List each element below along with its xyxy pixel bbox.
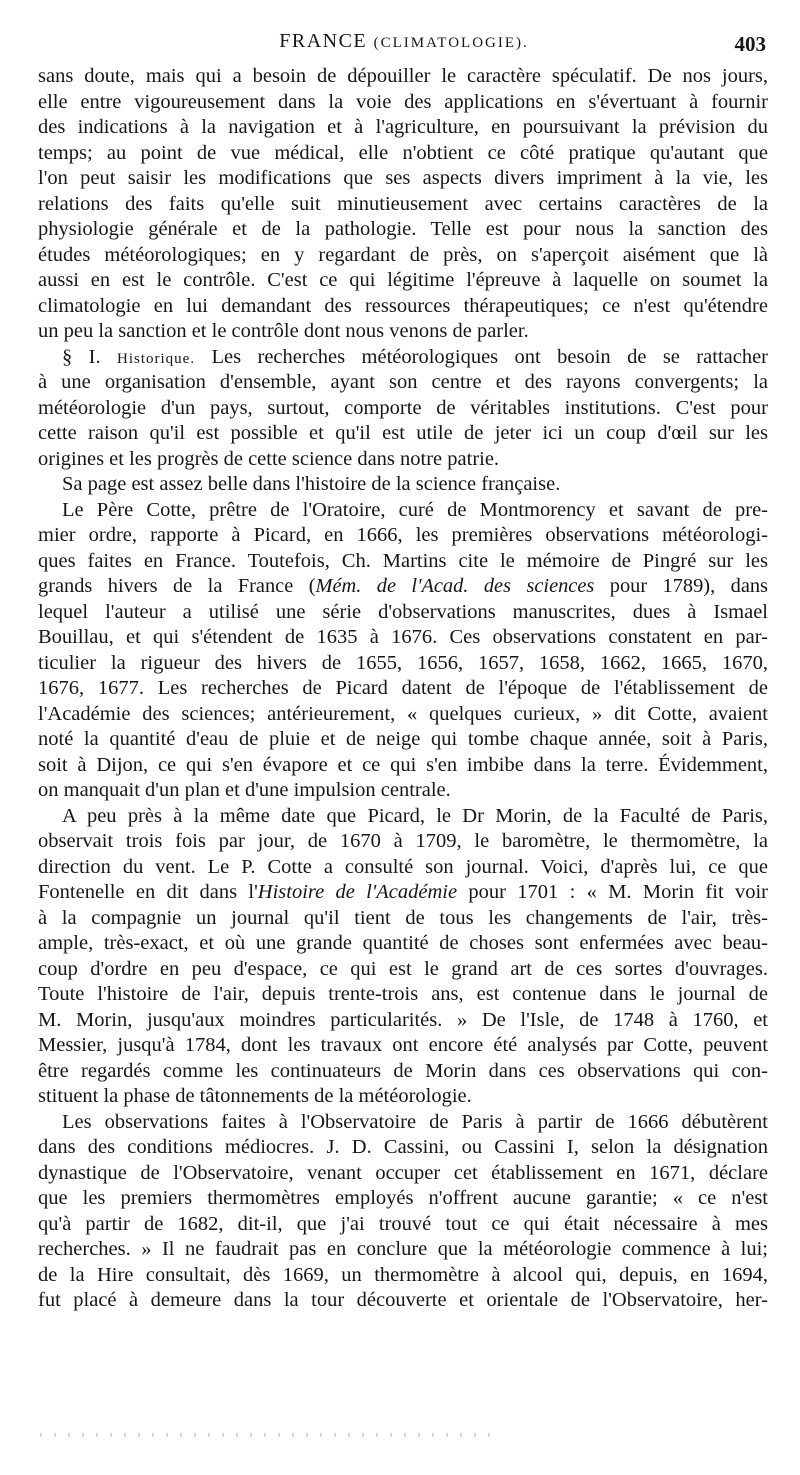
text-segment: pour 1701 : « M. Morin fit voir [457, 881, 768, 903]
section-mark: § I. [62, 345, 118, 368]
text-line: un peu la sanction et le contrôle dont nous venons de parler. [38, 320, 529, 342]
text-line: relations des faits qu'elle suit minutieusement avec certains caractères de la [38, 192, 768, 215]
text-line: Bouillau, et qui s'étendent de 1635 à 1676. Ces observations constatent en par- [38, 626, 768, 648]
text-line: l'Académie des sciences; antérieurement, « quelques curieux, » dit Cotte, avaient [38, 702, 768, 725]
running-head-title [38, 30, 770, 53]
text-segment: Fontenelle en dit dans l' [38, 881, 258, 903]
text-line: dynastique de l'Observatoire, venant occuper cet établissement en 1671, déclare [38, 1161, 768, 1184]
text-line: Toute l'histoire de l'air, depuis trente-trois ans, est contenue dans le journal de [38, 983, 768, 1005]
text-line: fut placé à demeure dans la tour découverte et orientale de l'Observatoire, her- [38, 1289, 768, 1311]
text-line: ticulier la rigueur des hivers de 1655, 1656, 1657, 1658, 1662, 1665, 1670, [38, 651, 768, 674]
text-line: on manquait d'un plan et d'une impulsion centrale. [38, 779, 451, 801]
text-line: études météorologiques; en y regardant de près, on s'aperçoit aisément que là [38, 243, 768, 266]
text-segment: grands hivers de la France ( [38, 575, 316, 597]
text-line: Les observations faites à l'Observatoire de Paris à partir de 1666 débutèrent [62, 1110, 768, 1133]
text-line: dans des conditions médiocres. J. D. Cassini, ou Cassini I, selon la désignation [38, 1136, 768, 1158]
text-line: l'on peut saisir les modifications que ses aspects divers impriment à la vie, les [38, 167, 768, 189]
text-line: recherches. » Il ne faudrait pas en conclure que la météorologie commence à lui; [38, 1238, 768, 1260]
text-line: météorologie d'un pays, surtout, comporte de véritables institutions. C'est pour [38, 396, 768, 419]
text-line: elle entre vigoureusement dans la voie des applications en s'évertuant à fournir [38, 90, 768, 113]
text-line: de la Hire consultait, dès 1669, un thermomètre à alcool qui, depuis, en 1694, [38, 1263, 768, 1286]
text-line: noté la quantité d'eau de pluie et de neige qui tombe chaque année, soit à Paris, [38, 728, 768, 750]
text-line: temps; au point de vue médical, elle n'obtient ce côté pratique qu'autant que [38, 141, 768, 164]
text-line: que les premiers thermomètres employés n'offrent aucune garantie; « ce n'est [38, 1187, 768, 1209]
paragraph-1 [38, 64, 768, 345]
text-line: qu'à partir de 1682, dit-il, que j'ai trouvé tout ce qui était nécessaire à mes [38, 1212, 768, 1235]
text-line: observait trois fois par jour, de 1670 à 1709, le baromètre, le thermomètre, la [38, 830, 768, 852]
running-head-main: FRANCE [279, 30, 368, 52]
section-title: Historique. [117, 350, 196, 367]
text-line: 1676, 1677. Les recherches de Picard datent de l'époque de l'établissement de [38, 677, 768, 699]
section-heading-line [38, 345, 768, 371]
text-line: ample, très-exact, et où une grande quantité de choses sont enfermées avec beau- [38, 932, 768, 954]
text-line: cette raison qu'il est possible et qu'il est utile de jeter ici un coup d'œil sur les [38, 422, 768, 444]
text-line: des indications à la navigation et à l'agriculture, en poursuivant la prévision du [38, 116, 768, 138]
text-line: sans doute, mais qui a besoin de dépouiller le caractère spéculatif. De nos jours, [38, 65, 768, 87]
paragraph-historique [38, 345, 768, 473]
text-line: stituent la phase de tâtonnements de la météorologie. [38, 1085, 472, 1107]
text-segment: pour 1789), dans [594, 575, 768, 597]
text-line: Sa page est assez belle dans l'histoire de la science française. [62, 473, 561, 495]
text-line: Messier, jusqu'à 1784, dont les travaux ont encore été analysés par Cotte, peuvent [38, 1034, 768, 1056]
running-head-subtitle: (CLIMATOLOGIE). [373, 35, 529, 51]
text-line: physiologie générale et de la pathologie. Telle est pour nous la sanction des [38, 218, 768, 240]
body-text [38, 64, 768, 1314]
text-line: M. Morin, jusqu'aux moindres particularités. » De l'Isle, de 1748 à 1760, et [38, 1008, 768, 1031]
text-line: climatologie en lui demandant des ressources thérapeutiques; ce n'est qu'étendre [38, 294, 768, 317]
text-line: A peu près à la même date que Picard, le Dr Morin, de la Faculté de Paris, [62, 804, 768, 827]
paragraph-3 [38, 472, 768, 498]
text-line: Le Père Cotte, prêtre de l'Oratoire, curé de Montmorency et savant de pre- [62, 498, 768, 521]
page-number: 403 [734, 32, 766, 56]
italic-citation: Mém. de l'Acad. des sciences [315, 575, 595, 597]
text-line: soit à Dijon, ce qui s'en évapore et ce qui s'en imbibe dans la terre. Évidemment, [38, 753, 768, 776]
text-line: direction du vent. Le P. Cotte a consulté son journal. Voici, d'après lui, ce que [38, 855, 768, 878]
running-head [38, 30, 770, 64]
text-line: aussi en est le contrôle. C'est ce qui légitime l'épreuve à laquelle on soumet la [38, 269, 768, 291]
text-line: mier ordre, rapporte à Picard, en 1666, les premières observations météorologi- [38, 524, 768, 546]
text-line: origines et les progrès de cette science dans notre patrie. [38, 447, 500, 470]
scan-artifact [40, 1433, 500, 1437]
text-line: coup d'ordre en peu d'espace, ce qui est le grand art de ces sortes d'ouvrages. [38, 957, 768, 980]
paragraph-4 [38, 498, 768, 804]
paragraph-6 [38, 1110, 768, 1314]
text-line: à une organisation d'ensemble, ayant son centre et des rayons convergents; la [38, 371, 768, 393]
text-line: ques faites en France. Toutefois, Ch. Martins cite le mémoire de Pingré sur les [38, 549, 768, 572]
italic-citation: Histoire de l'Académie [257, 881, 458, 903]
text-line: être regardés comme les continuateurs de Morin dans ces observations qui con- [38, 1059, 768, 1082]
text-line-with-italic [38, 880, 768, 906]
text-line-with-italic [38, 574, 768, 600]
section-first-line-text: Les recherches météorologiques ont besoin de se rattacher [195, 345, 768, 368]
paragraph-5 [38, 804, 768, 1110]
text-line: à la compagnie un journal qu'il tient de tous les changements de l'air, très- [38, 906, 768, 929]
text-line: lequel l'auteur a utilisé une série d'observations manuscrites, dues à Ismael [38, 600, 768, 623]
